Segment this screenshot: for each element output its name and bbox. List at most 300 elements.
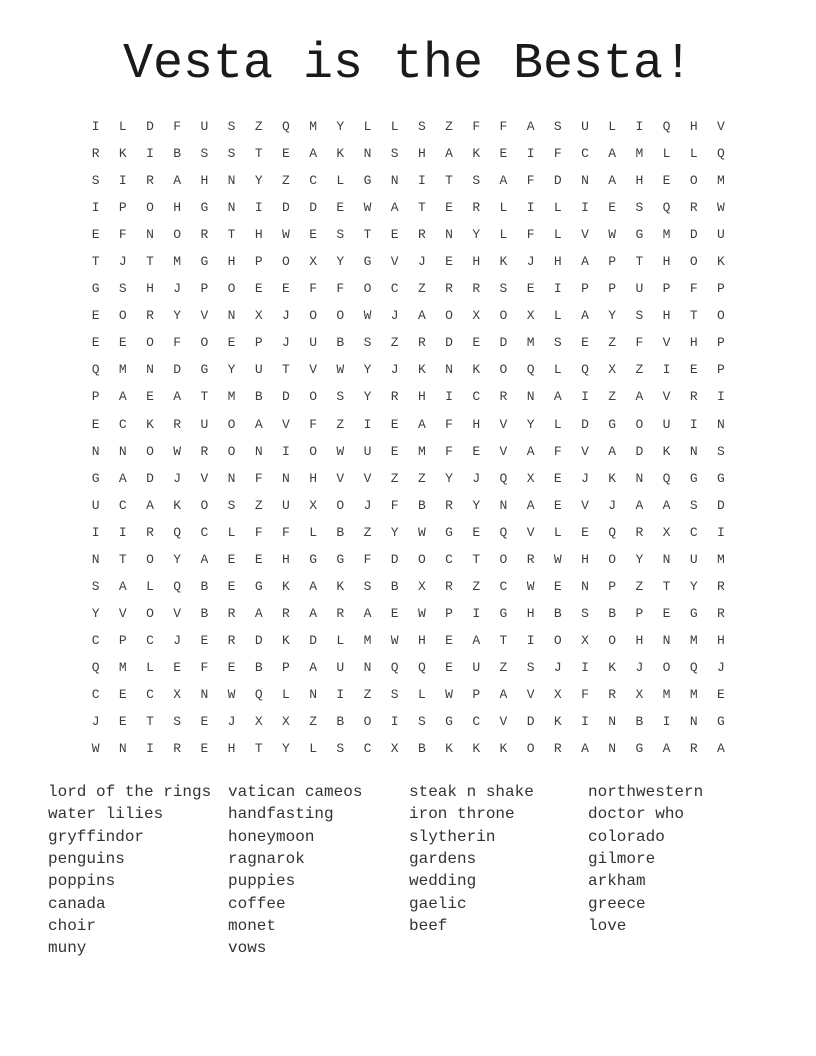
grid-cell: N (499, 497, 508, 513)
word-list-item: gryffindor (48, 827, 145, 846)
grid-cell: B (336, 524, 345, 540)
grid-cell: L (499, 227, 508, 243)
grid-cell: E (91, 416, 100, 432)
grid-cell: S (553, 335, 562, 351)
grid-cell: D (717, 497, 725, 513)
grid-cell: E (282, 146, 290, 162)
grid-cell: W (445, 687, 453, 702)
word-list-item: water lilies (48, 805, 164, 824)
grid-cell: L (118, 119, 127, 135)
grid-cell: O (608, 632, 617, 648)
grid-row (82, 302, 735, 329)
grid-cell: D (254, 632, 263, 648)
grid-cell: J (282, 335, 290, 351)
grid-cell: B (417, 497, 426, 513)
grid-row (82, 411, 735, 438)
grid-cell: W (336, 362, 345, 378)
grid-cell: K (445, 741, 453, 757)
grid-cell: H (146, 281, 154, 297)
grid-cell: A (526, 443, 535, 459)
puzzle-title: Vesta is the Besta! (122, 36, 694, 93)
grid-cell: V (336, 470, 345, 486)
grid-cell: C (91, 687, 100, 702)
word-list-item: greece (588, 894, 646, 913)
word-list-item: wedding (409, 872, 477, 891)
grid-cell: P (581, 281, 589, 297)
grid-cell: C (499, 578, 508, 594)
grid-cell: F (445, 443, 453, 459)
grid-cell: Y (445, 470, 453, 486)
grid-cell: L (553, 362, 562, 378)
grid-cell: U (472, 659, 481, 675)
grid-cell: F (499, 119, 508, 135)
grid-cell: S (227, 119, 236, 135)
grid-cell: G (717, 714, 725, 730)
grid-cell: Z (309, 714, 317, 730)
grid-cell: E (200, 632, 209, 648)
grid-cell: O (445, 308, 453, 324)
grid-cell: H (689, 335, 698, 351)
grid-cell: S (390, 687, 399, 702)
grid-cell: I (91, 200, 100, 216)
grid-cell: I (390, 714, 399, 730)
grid-cell: I (146, 741, 154, 757)
grid-cell: E (254, 281, 263, 297)
grid-cell: Q (717, 146, 725, 162)
word-list-item: vatican cameos (228, 783, 363, 801)
grid-cell: X (390, 741, 399, 757)
grid-cell: V (499, 416, 508, 432)
grid-cell: Q (417, 659, 426, 675)
grid-cell: Q (254, 687, 263, 702)
grid-row (82, 681, 735, 708)
grid-cell: A (417, 308, 426, 324)
grid-cell: N (227, 470, 236, 486)
grid-cell: G (336, 551, 345, 567)
grid-cell: E (227, 659, 236, 675)
grid-cell: O (200, 335, 209, 351)
grid-cell: I (91, 524, 100, 540)
grid-cell: K (146, 416, 154, 432)
grid-cell: L (227, 524, 236, 540)
grid-cell: S (363, 578, 372, 594)
grid-cell: Y (336, 119, 345, 135)
grid-cell: R (472, 200, 481, 216)
word-list-item: coffee (228, 894, 286, 913)
grid-cell: F (526, 227, 535, 243)
grid-cell: S (717, 443, 725, 459)
grid-cell: Q (526, 362, 535, 378)
grid-cell: F (173, 119, 182, 135)
grid-cell: N (118, 741, 127, 757)
grid-cell: X (472, 308, 481, 324)
word-list-item: ragnarok (228, 850, 305, 869)
grid-cell: E (390, 605, 399, 621)
grid-cell: R (445, 497, 453, 513)
grid-cell: O (200, 497, 209, 513)
grid-cell: P (608, 281, 617, 297)
grid-cell: A (118, 389, 127, 405)
grid-cell: V (581, 227, 589, 243)
grid-cell: N (526, 389, 535, 405)
grid-cell: D (689, 227, 698, 243)
word-list (0, 781, 816, 981)
grid-cell: M (689, 632, 698, 648)
grid-cell: A (581, 254, 589, 270)
grid-cell: H (227, 254, 236, 270)
grid-cell: A (118, 470, 127, 486)
grid-cell: B (635, 714, 644, 730)
grid-cell: W (336, 443, 345, 459)
grid-cell: F (689, 281, 698, 297)
grid-cell: F (336, 281, 345, 297)
grid-cell: F (309, 416, 317, 432)
grid-cell: W (363, 308, 372, 324)
grid-cell: R (227, 605, 236, 621)
grid-cell: T (499, 632, 508, 648)
grid-cell: R (417, 227, 426, 243)
grid-cell: A (200, 551, 209, 567)
grid-cell: E (309, 227, 317, 243)
grid-row (82, 546, 735, 573)
grid-cell: A (608, 146, 617, 162)
grid-cell: D (309, 200, 317, 216)
word-list-item: arkham (588, 872, 646, 891)
grid-cell: N (227, 200, 236, 216)
grid-cell: S (91, 578, 100, 594)
grid-cell: A (417, 416, 426, 432)
grid-cell: E (254, 551, 263, 567)
grid-cell: I (581, 389, 589, 405)
grid-cell: E (472, 335, 481, 351)
grid-cell: N (227, 308, 236, 324)
grid-cell: Y (635, 551, 644, 567)
grid-cell: C (91, 632, 100, 648)
grid-cell: O (689, 173, 698, 189)
grid-cell: H (635, 173, 644, 189)
grid-cell: M (173, 254, 182, 270)
grid-row (82, 600, 735, 627)
grid-cell: I (282, 443, 290, 459)
grid-cell: I (254, 200, 263, 216)
grid-cell: F (309, 281, 317, 297)
grid-cell: I (363, 416, 372, 432)
grid-cell: Z (499, 659, 508, 675)
grid-cell: J (417, 254, 426, 270)
grid-cell: S (200, 146, 209, 162)
grid-cell: P (282, 659, 290, 675)
grid-cell: L (553, 416, 562, 432)
grid-cell: G (445, 524, 453, 540)
grid-row (82, 167, 735, 194)
word-list-item: handfasting (228, 805, 334, 824)
grid-cell: S (336, 741, 345, 757)
grid-cell: M (662, 227, 671, 243)
word-list-item: poppins (48, 872, 116, 891)
grid-cell: V (200, 470, 209, 486)
grid-cell: P (717, 335, 725, 351)
grid-cell: Q (499, 470, 508, 486)
grid-cell: E (499, 146, 508, 162)
grid-cell: B (200, 605, 209, 621)
grid-cell: Q (173, 524, 182, 540)
grid-cell: F (581, 687, 589, 702)
grid-cell: R (173, 741, 182, 757)
grid-cell: W (608, 227, 617, 243)
grid-cell: X (526, 308, 535, 324)
grid-cell: J (635, 659, 644, 675)
grid-cell: A (581, 741, 589, 757)
grid-cell: N (608, 741, 617, 757)
grid-cell: T (417, 200, 426, 216)
grid-cell: E (118, 714, 127, 730)
grid-cell: N (581, 173, 589, 189)
grid-cell: S (118, 281, 127, 297)
grid-cell: R (499, 389, 508, 405)
grid-cell: H (662, 254, 671, 270)
grid-cell: N (146, 227, 154, 243)
grid-cell: N (581, 578, 589, 594)
grid-cell: O (526, 741, 535, 757)
grid-cell: E (91, 308, 100, 324)
grid-cell: H (581, 551, 589, 567)
grid-cell: E (608, 200, 617, 216)
grid-cell: I (91, 119, 100, 135)
grid-cell: C (309, 173, 317, 189)
grid-cell: T (200, 389, 209, 405)
grid-cell: I (118, 173, 127, 189)
grid-cell: I (472, 605, 481, 621)
grid-cell: W (227, 687, 236, 702)
grid-cell: A (309, 605, 317, 621)
grid-cell: J (390, 308, 399, 324)
grid-cell: R (445, 578, 453, 594)
grid-cell: P (254, 254, 263, 270)
grid-cell: A (635, 497, 644, 513)
grid-cell: C (118, 497, 127, 513)
grid-cell: J (717, 659, 725, 675)
grid-cell: A (608, 443, 617, 459)
grid-cell: R (390, 389, 399, 405)
grid-cell: G (689, 470, 698, 486)
grid-cell: Q (499, 524, 508, 540)
grid-cell: A (309, 659, 317, 675)
grid-cell: N (717, 416, 725, 432)
grid-cell: V (200, 308, 209, 324)
word-list-item: steak n shake (409, 783, 534, 801)
grid-cell: A (499, 173, 508, 189)
grid-cell: Z (608, 335, 617, 351)
grid-cell: M (689, 687, 698, 702)
grid-cell: E (200, 714, 209, 730)
grid-cell: V (526, 687, 535, 702)
word-column (588, 781, 703, 937)
grid-cell: B (173, 146, 182, 162)
grid-cell: A (254, 605, 263, 621)
grid-cell: D (499, 335, 508, 351)
grid-cell: I (662, 714, 671, 730)
grid-cell: G (200, 200, 209, 216)
grid-cell: K (662, 443, 671, 459)
grid-cell: S (336, 227, 345, 243)
grid-cell: O (282, 254, 290, 270)
word-list-item: beef (409, 917, 448, 936)
grid-cell: I (553, 281, 562, 297)
grid-cell: F (553, 443, 562, 459)
grid-cell: Z (363, 524, 372, 540)
grid-cell: I (336, 687, 345, 702)
grid-row (82, 573, 735, 600)
grid-cell: V (581, 497, 589, 513)
grid-cell: G (635, 741, 644, 757)
grid-cell: S (173, 714, 182, 730)
grid-cell: I (581, 659, 589, 675)
grid-row (82, 654, 735, 681)
grid-cell: M (526, 335, 535, 351)
grid-cell: I (526, 200, 535, 216)
grid-cell: G (363, 173, 372, 189)
grid-cell: O (146, 335, 154, 351)
grid-cell: V (390, 254, 399, 270)
grid-cell: E (553, 578, 562, 594)
grid-cell: I (526, 146, 535, 162)
grid-cell: T (363, 227, 372, 243)
grid-cell: A (635, 389, 644, 405)
grid-cell: L (336, 173, 345, 189)
grid-cell: K (336, 146, 345, 162)
grid-cell: R (146, 308, 154, 324)
word-list-item: love (588, 917, 627, 936)
grid-cell: Y (472, 497, 481, 513)
grid-cell: A (608, 173, 617, 189)
grid-cell: X (254, 714, 263, 730)
grid-cell: S (417, 714, 426, 730)
grid-cell: N (689, 714, 698, 730)
grid-cell: I (717, 389, 725, 405)
grid-cell: D (282, 389, 290, 405)
grid-cell: S (91, 173, 100, 189)
grid-cell: E (472, 443, 481, 459)
grid-cell: G (200, 254, 209, 270)
grid-cell: Q (662, 119, 671, 135)
word-column (48, 781, 211, 960)
grid-cell: R (91, 146, 100, 162)
grid-cell: C (118, 416, 127, 432)
grid-cell: M (717, 551, 725, 567)
grid-row (82, 113, 735, 140)
grid-cell: B (417, 741, 426, 757)
grid-cell: M (717, 173, 725, 189)
word-list-item: doctor who (588, 805, 685, 824)
grid-cell: M (662, 687, 671, 702)
grid-cell: A (499, 687, 508, 702)
grid-cell: H (309, 470, 317, 486)
grid-cell: R (526, 551, 535, 567)
grid-cell: L (390, 119, 399, 135)
grid-cell: K (608, 659, 617, 675)
grid-cell: P (445, 605, 453, 621)
grid-cell: I (689, 416, 698, 432)
grid-cell: N (363, 146, 372, 162)
grid-cell: F (118, 227, 127, 243)
grid-cell: O (309, 443, 317, 459)
grid-cell: S (417, 119, 426, 135)
grid-cell: E (91, 227, 100, 243)
grid-cell: K (499, 741, 508, 757)
grid-cell: N (662, 632, 671, 648)
grid-cell: P (662, 281, 671, 297)
grid-cell: T (445, 173, 453, 189)
grid-cell: H (689, 119, 698, 135)
grid-cell: G (499, 605, 508, 621)
grid-cell: N (689, 443, 698, 459)
grid-cell: A (309, 146, 317, 162)
grid-cell: E (472, 524, 481, 540)
grid-cell: Q (581, 362, 589, 378)
grid-cell: T (689, 308, 698, 324)
grid-cell: U (635, 281, 644, 297)
grid-cell: A (717, 741, 725, 757)
grid-cell: Z (417, 281, 426, 297)
grid-cell: R (200, 227, 209, 243)
grid-cell: U (91, 497, 100, 513)
word-list-item: gardens (409, 850, 477, 869)
grid-cell: H (635, 632, 644, 648)
grid-cell: Q (91, 659, 100, 675)
grid-cell: I (417, 173, 426, 189)
grid-cell: D (146, 470, 154, 486)
grid-cell: A (581, 308, 589, 324)
grid-cell: E (581, 335, 589, 351)
grid-cell: K (608, 470, 617, 486)
grid-cell: O (499, 308, 508, 324)
grid-cell: E (553, 497, 562, 513)
grid-cell: Y (173, 551, 182, 567)
grid-cell: O (553, 632, 562, 648)
grid-cell: Z (390, 335, 399, 351)
grid-cell: R (635, 524, 644, 540)
grid-cell: N (200, 687, 209, 702)
grid-cell: N (635, 470, 644, 486)
grid-cell: I (717, 524, 725, 540)
grid-cell: V (581, 443, 589, 459)
grid-cell: V (363, 470, 372, 486)
grid-cell: J (553, 659, 562, 675)
grid-cell: I (581, 200, 589, 216)
grid-cell: A (553, 389, 562, 405)
grid-row (82, 383, 735, 410)
grid-cell: E (282, 281, 290, 297)
grid-cell: K (417, 362, 426, 378)
grid-cell: O (227, 281, 236, 297)
grid-cell: T (254, 146, 263, 162)
grid-cell: Y (282, 741, 290, 757)
grid-cell: O (227, 416, 236, 432)
grid-cell: T (91, 254, 100, 270)
grid-cell: C (689, 524, 698, 540)
grid-cell: R (417, 335, 426, 351)
grid-row (82, 492, 735, 519)
grid-cell: I (146, 146, 154, 162)
grid-cell: S (526, 659, 535, 675)
grid-cell: N (608, 714, 617, 730)
grid-cell: J (390, 362, 399, 378)
grid-cell: E (118, 335, 127, 351)
grid-cell: A (662, 741, 671, 757)
grid-cell: P (118, 632, 127, 648)
grid-cell: Y (689, 578, 698, 594)
grid-cell: R (717, 578, 725, 594)
